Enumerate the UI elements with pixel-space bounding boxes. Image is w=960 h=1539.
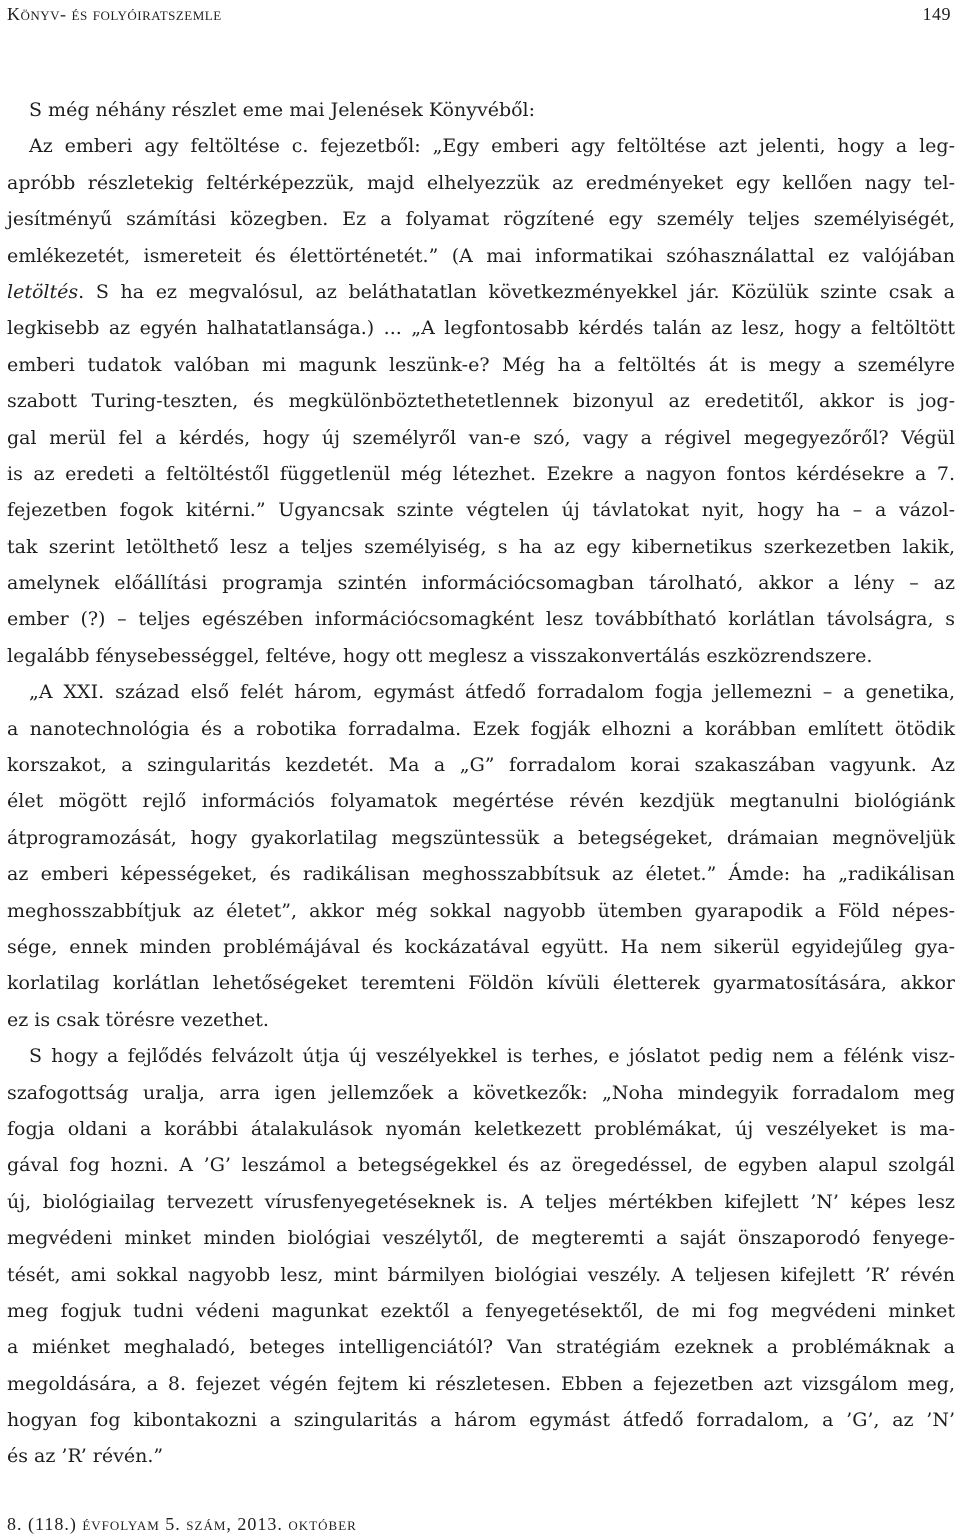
text-line: új, biológiailag tervezett vírusfenyegetéseknek is. A teljes mértékben kifejlett ’N’ képes lesz [7,1190,955,1213]
text-line: jesítményű számítási közegben. Ez a folyamat rögzítené egy személy teljes személyiségét, [7,208,955,231]
text-line: S még néhány részlet eme mai Jelenések Könyvéből: [29,99,536,121]
text-line: amelynek előállítási programja szintén információcsomagban tárolható, akkor a lény – az [7,572,955,595]
issue-footer: 8. (118.) évfolyam 5. szám, 2013. október [7,1514,357,1534]
text-line: szafogottság uralja, arra igen jellemzőek a következők: „Noha mindegyik forradalom meg [7,1081,955,1104]
text-line: átprogramozását, hogy gyakorlatilag megszüntessük a betegségeket, drámaian megnöveljük [7,826,955,849]
text-line: fogja oldani a korábbi átalakulások nyomán keletkezett problémákat, új veszélyeket is ma- [7,1117,955,1140]
text-line: tését, ami sokkal nagyobb lesz, mint bármilyen biológiai veszély. A teljesen kifejlett ’R’ révén [7,1263,955,1286]
text-line: ember (?) – teljes egészében információcsomagként lesz továbbítható korlátlan távolságra, s [7,608,955,631]
text-line: legkisebb az egyén halhatatlansága.) ... „A legfontosabb kérdés talán az lesz, hogy a feltöltött [7,317,955,340]
text-line: „A XXI. század első felét három, egymást átfedő forradalom fogja jellemezni – a genetika, [29,681,955,704]
text-line: megoldására, a 8. fejezet végén fejtem ki részletesen. Ebben a fejezetben azt vizsgálom meg, [7,1372,955,1395]
text-line: élet mögött rejlő információs folyamatok megértése révén kezdjük megtanulni biológiánk [7,790,955,813]
text-line: tak szerint letölthető lesz a teljes személyiség, s ha az egy kibernetikus szerkezetben lakik, [7,535,955,558]
text-line: az emberi képességeket, és radikálisan meghosszabbítsuk az életet.” Ámde: ha „radikálisan [7,863,955,886]
text-line: korlatilag korlátlan lehetőségeket teremteni Földön kívüli életterek gyarmatosítására, akkor [7,972,955,995]
text-line: a miénket meghaladó, beteges intelligenciától? Van stratégiám ezeknek a problémáknak a [7,1336,955,1359]
text-line: korszakot, a szingularitás kezdetét. Ma a „G” forradalom korai szakaszában vagyunk. Az [7,754,955,777]
text-line: gal merül fel a kérdés, hogy új személyről van-e szó, vagy a régivel megegyezőről? Végül [7,426,955,449]
body-text [7,92,955,1475]
text-line: S hogy a fejlődés felvázolt útja új veszélyekkel is terhes, e jóslatot pedig nem a félénk visz- [29,1045,955,1068]
text-line: megvédeni minket minden biológiai veszélytől, de megteremti a saját önszaporodó fenyege- [7,1227,955,1250]
text-line: emberi tudatok valóban mi magunk leszünk-e? Még ha a feltöltés át is megy a személyre [7,353,955,376]
text-line: Az emberi agy feltöltése c. fejezetből: „Egy emberi agy feltöltése azt jelenti, hogy a leg- [29,135,955,158]
text-line: apróbb részletekig feltérképezzük, majd elhelyezzük az eredményeket egy kellően nagy tel- [7,171,955,194]
running-head [7,4,955,26]
text-line: legalább fénysebességgel, feltéve, hogy ott meglesz a visszakonvertálás eszközrendszere. [7,644,873,667]
text-line: meg fogjuk tudni védeni magunkat ezektől a fenyegetésektől, de mi fog megvédeni minket [7,1299,955,1322]
text-line: ez is csak törésre vezethet. [7,1008,269,1031]
text-line: meghosszabbítjuk az életet”, akkor még sokkal nagyobb ütemben gyarapodik a Föld népes- [7,899,955,922]
text-line: gával fog hozni. A ’G’ leszámol a betegségekkel és az öregedéssel, de egyben alapul szolgál [7,1154,955,1177]
text-line: hogyan fog kibontakozni a szingularitás a három egymást átfedő forradalom, a ’G’, az ’N’ [7,1409,955,1432]
text-line: letöltés. S ha ez megvalósul, az beláthatatlan következményekkel jár. Közülük szinte csak a [7,280,955,303]
page-number: 149 [922,4,951,24]
text-line: emlékezetét, ismereteit és élettörténetét.” (A mai informatikai szóhasználattal ez valójában [7,244,955,267]
journal-section-title: Könyv- és folyóiratszemle [7,4,222,24]
text-line: a nanotechnológia és a robotika forradalma. Ezek fogják elhozni a korábban említett ötödik [7,717,955,740]
text-line: is az eredeti a feltöltéstől függetlenül még létezhet. Ezekre a nagyon fontos kérdésekre a 7. [7,462,955,485]
text-line: szabott Turing-teszten, és megkülönböztethetetlennek bizonyul az eredetitől, akkor is jog- [7,390,955,413]
text-line: fejezetben fogok kitérni.” Ugyancsak szinte végtelen új távlatokat nyit, hogy ha – a vázol- [7,499,955,522]
text-line: és az ’R’ révén.” [7,1445,164,1468]
text-line: sége, ennek minden problémájával és kockázatával együtt. Ha nem sikerül egyidejűleg gya- [7,935,955,958]
